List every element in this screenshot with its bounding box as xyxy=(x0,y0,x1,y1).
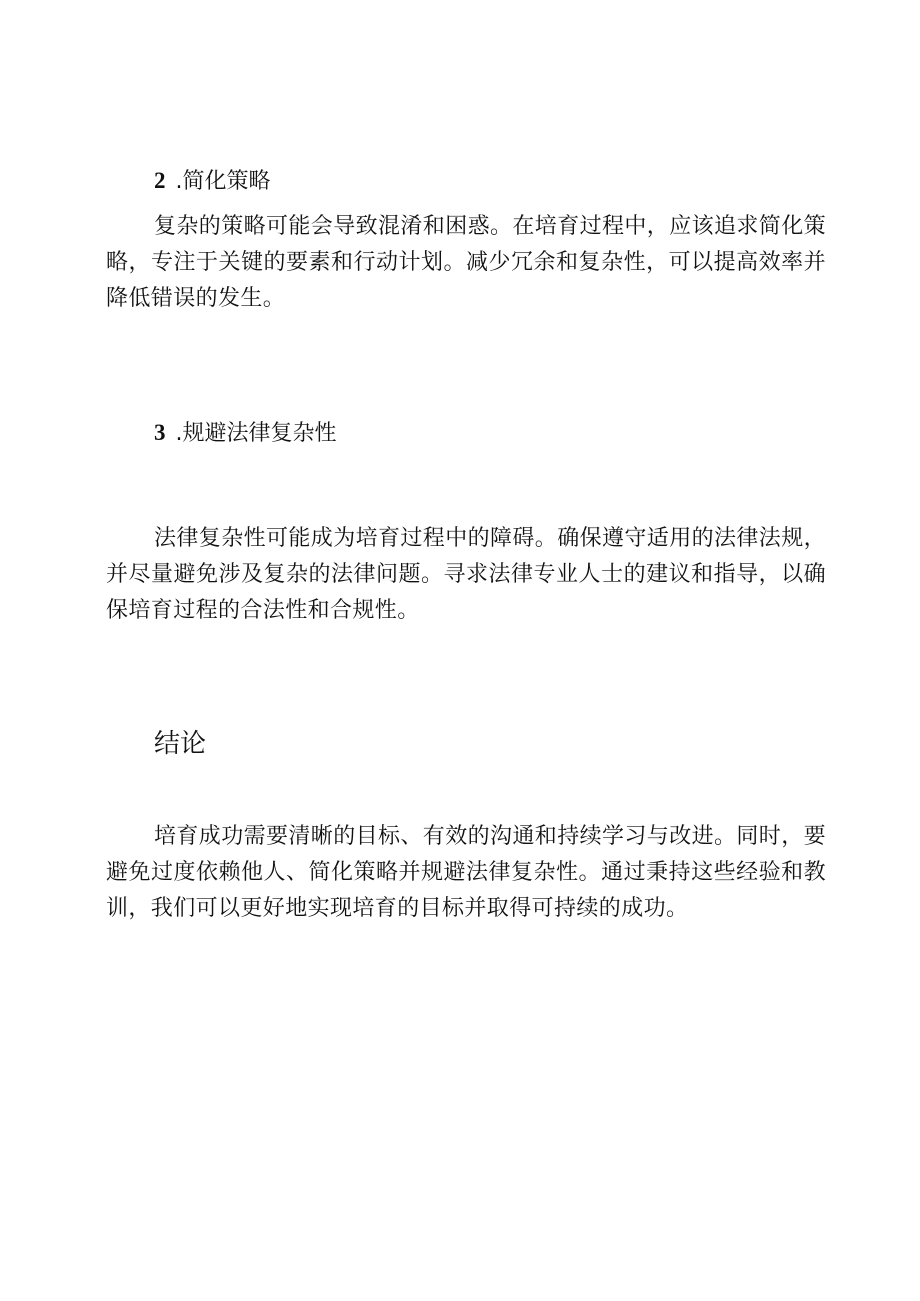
conclusion-heading: 结论 xyxy=(154,729,207,759)
section-number: 2 xyxy=(154,168,166,193)
section-heading-3 xyxy=(154,418,337,449)
section-title: .简化策略 xyxy=(175,169,271,194)
section-paragraph-2: 复杂的策略可能会导致混淆和困惑。在培育过程中，应该追求简化策略，专注于关键的要素和行动计划。减少冗余和复杂性，可以提高效率并降低错误的发生。 xyxy=(106,214,827,311)
section-number: 3 xyxy=(154,420,166,445)
section-paragraph-3: 法律复杂性可能成为培育过程中的障碍。确保遵守适用的法律法规，并尽量避免涉及复杂的法律问题。寻求法律专业人士的建议和指导，以确保培育过程的合法性和合规性。 xyxy=(106,526,827,623)
conclusion-paragraph: 培育成功需要清晰的目标、有效的沟通和持续学习与改进。同时，要避免过度依赖他人、简化策略并规避法律复杂性。通过秉持这些经验和教训，我们可以更好地实现培育的目标并取得可持续的成功。 xyxy=(106,824,827,921)
section-heading-2 xyxy=(154,166,271,197)
section-title: .规避法律复杂性 xyxy=(175,421,337,446)
